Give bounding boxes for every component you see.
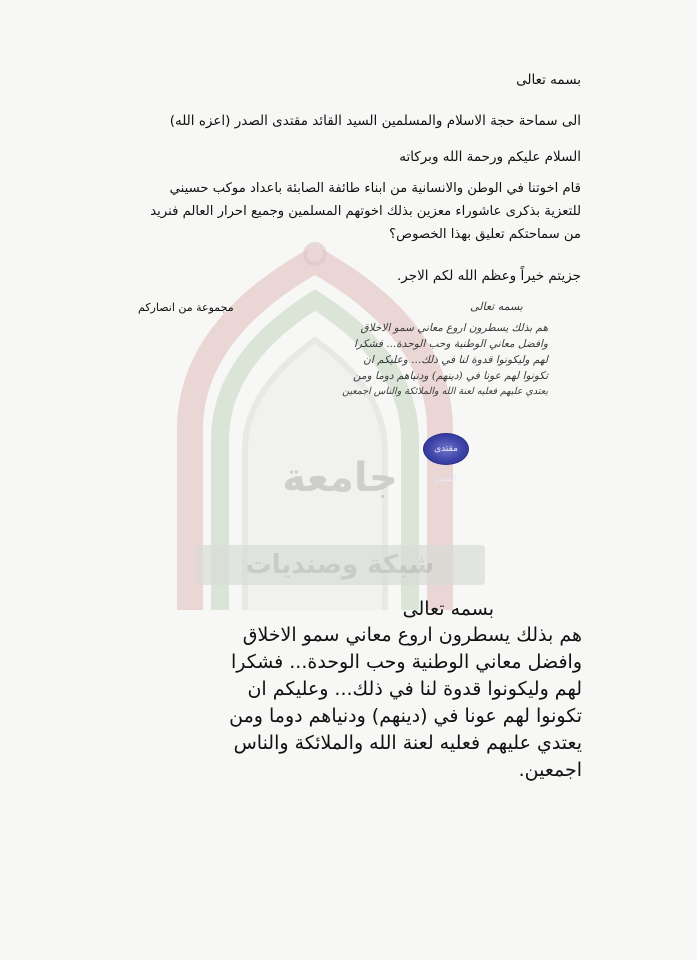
transcription-line: لهم وليكونوا قدوة لنا في ذلك... وعليكم ان	[247, 678, 582, 700]
transcription-line: يعتدي عليهم فعليه لعنة الله والملائكة والناس	[233, 732, 582, 754]
letter-addressee: الى سماحة حجة الاسلام والمسلمين السيد القائد مقتدى الصدر (اعزه الله)	[169, 113, 581, 129]
letter-closing: جزيتم خيراً وعظم الله لكم الاجر.	[397, 268, 581, 284]
handwritten-line: هم بذلك يسطرون اروع معاني سمو الاخلاق	[360, 322, 548, 334]
letter-signature: مجموعة من انصاركم	[138, 301, 234, 314]
handwritten-line: يعتدي عليهم فعليه لعنة الله والملائكة والناس اجمعين	[342, 386, 548, 397]
handwritten-line: تكونوا لهم عونا في (دينهم) ودنياهم دوما ومن	[353, 370, 548, 382]
transcription-line: وافضل معاني الوطنية وحب الوحدة... فشكرا	[230, 651, 582, 673]
letter-basmala: بسمه تعالى	[516, 72, 581, 88]
transcription-title: بسمه تعالى	[402, 598, 494, 620]
transcription-line: هم بذلك يسطرون اروع معاني سمو الاخلاق	[242, 624, 582, 646]
letter-body-line: قام اخوتنا في الوطن والانسانية من ابناء طائفة الصابئة باعداد موكب حسيني	[169, 181, 581, 196]
handwritten-reply	[290, 320, 548, 400]
letter-body-line: للتعزية بذكرى عاشوراء معزين بذلك اخوتهم المسلمين وجميع احرار العالم فنريد	[150, 204, 581, 219]
handwritten-line: لهم وليكونوا قدوة لنا في ذلك... وعليكم ان	[363, 354, 548, 366]
watermark-script-text: جامعة	[282, 455, 398, 501]
transcription-line: اجمعين.	[518, 759, 582, 781]
official-seal: مقتدى الصدر	[423, 433, 469, 465]
letter-body-line: من سماحتكم تعليق بهذا الخصوص؟	[389, 227, 581, 242]
handwritten-title: بسمه تعالى	[470, 300, 523, 313]
handwritten-line: وافضل معاني الوطنية وحب الوحدة... فشكرا	[353, 338, 548, 350]
letter-greeting: السلام عليكم ورحمة الله وبركاته	[399, 149, 581, 165]
transcription-line: تكونوا لهم عونا في (دينهم) ودنياهم دوما ومن	[229, 705, 582, 727]
watermark-banner: شبكة وصنديات	[195, 545, 485, 585]
